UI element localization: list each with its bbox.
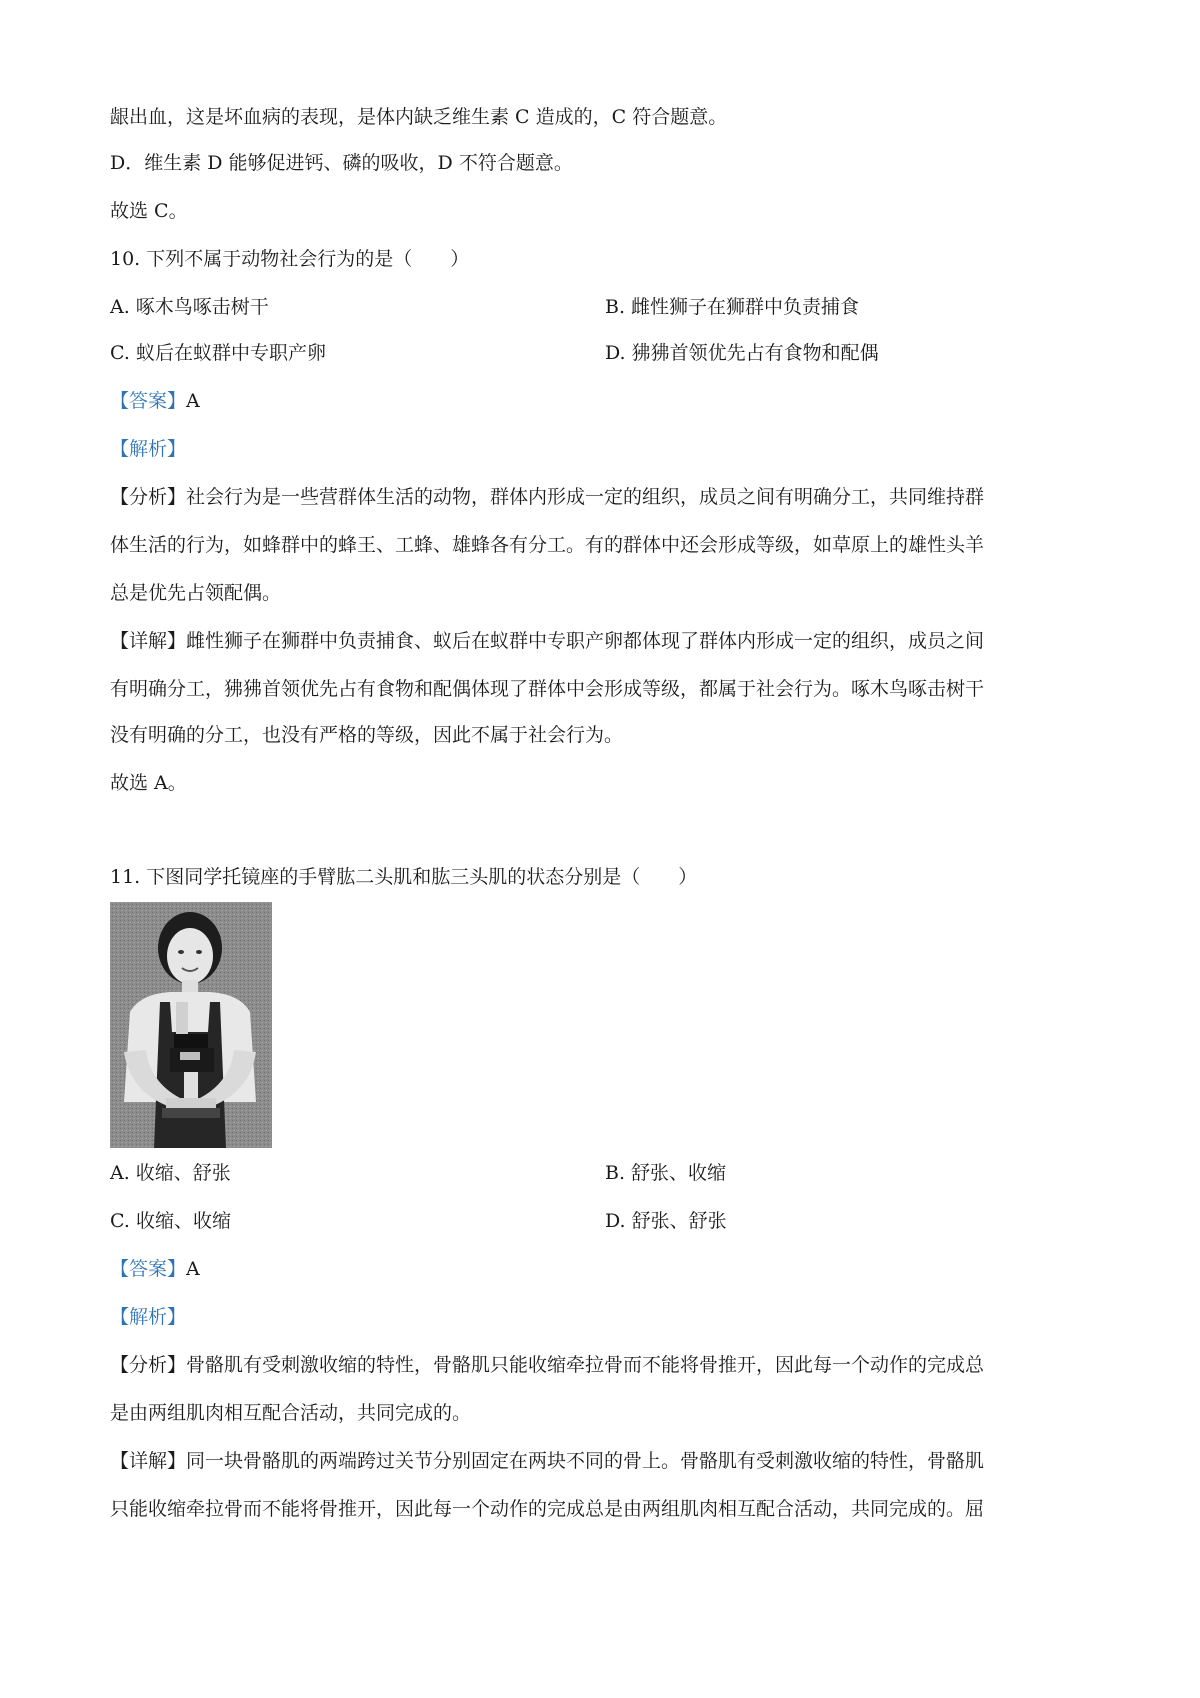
xiangjie-text: 同一块骨骼肌的两端跨过关节分别固定在两块不同的骨上。骨骼肌有受刺激收缩的特性，骨骼肌 <box>186 1450 985 1472</box>
answer-value: A <box>186 1258 200 1280</box>
xiangjie-tag: 【详解】 <box>110 630 187 652</box>
q10-conclusion: 故选 A。 <box>110 772 187 794</box>
q10-option-a: A. 啄木鸟啄击树干 <box>110 296 269 318</box>
fenxi-tag: 【分析】 <box>110 486 187 508</box>
fenxi-text: 骨骼肌有受刺激收缩的特性，骨骼肌只能收缩牵拉骨而不能将骨推开，因此每一个动作的完成总 <box>186 1354 985 1376</box>
q11-answer <box>110 1256 200 1282</box>
q10-analysis-tag: 【解析】 <box>110 438 187 460</box>
q9-explanation-line-1: 龈出血，这是坏血病的表现，是体内缺乏维生素 C 造成的，C 符合题意。 <box>110 106 728 128</box>
q11-option-b: B. 舒张、收缩 <box>605 1162 727 1184</box>
q10-option-d: D. 狒狒首领优先占有食物和配偶 <box>605 342 879 364</box>
answer-tag: 【答案】 <box>110 1258 187 1280</box>
q10-option-b: B. 雌性狮子在狮群中负责捕食 <box>605 296 860 318</box>
q10-fenxi-line-1 <box>110 484 984 510</box>
q10-xiangjie-line-2: 有明确分工，狒狒首领优先占有食物和配偶体现了群体中会形成等级，都属于社会行为。啄木鸟啄击树干 <box>110 678 985 700</box>
q11-option-a: A. 收缩、舒张 <box>110 1162 231 1184</box>
fenxi-tag: 【分析】 <box>110 1354 187 1376</box>
q10-answer <box>110 388 200 414</box>
q10-fenxi-line-3: 总是优先占领配偶。 <box>110 582 282 604</box>
xiangjie-text: 雌性狮子在狮群中负责捕食、蚁后在蚁群中专职产卵都体现了群体内形成一定的组织，成员之间 <box>186 630 985 652</box>
q10-xiangjie-line-3: 没有明确的分工，也没有严格的等级，因此不属于社会行为。 <box>110 724 624 746</box>
q11-analysis-tag: 【解析】 <box>110 1306 187 1328</box>
q11-stem: 11. 下图同学托镜座的手臂肱二头肌和肱三头肌的状态分别是（ ） <box>110 866 698 888</box>
q11-xiangjie-line-2: 只能收缩牵拉骨而不能将骨推开，因此每一个动作的完成总是由两组肌肉相互配合活动，共同完成的。屈 <box>110 1498 985 1520</box>
q11-option-d: D. 舒张、舒张 <box>605 1210 727 1232</box>
q11-fenxi-line-2: 是由两组肌肉相互配合活动，共同完成的。 <box>110 1402 472 1424</box>
q9-explanation-line-2: D．维生素 D 能够促进钙、磷的吸收，D 不符合题意。 <box>110 152 573 174</box>
student-microscope-photo <box>110 902 272 1148</box>
xiangjie-tag: 【详解】 <box>110 1450 187 1472</box>
answer-value: A <box>186 390 200 412</box>
answer-tag: 【答案】 <box>110 390 187 412</box>
q10-stem: 10. 下列不属于动物社会行为的是（ ） <box>110 248 470 270</box>
fenxi-text: 社会行为是一些营群体生活的动物，群体内形成一定的组织，成员之间有明确分工，共同维持群 <box>186 486 985 508</box>
q11-option-c: C. 收缩、收缩 <box>110 1210 231 1232</box>
q9-conclusion: 故选 C。 <box>110 200 188 222</box>
q10-fenxi-line-2: 体生活的行为，如蜂群中的蜂王、工蜂、雄蜂各有分工。有的群体中还会形成等级，如草原上的雄性头羊 <box>110 534 985 556</box>
q11-xiangjie-line-1 <box>110 1448 984 1474</box>
q10-option-c: C. 蚁后在蚁群中专职产卵 <box>110 342 326 364</box>
q11-fenxi-line-1 <box>110 1352 984 1378</box>
q10-xiangjie-line-1 <box>110 628 984 654</box>
